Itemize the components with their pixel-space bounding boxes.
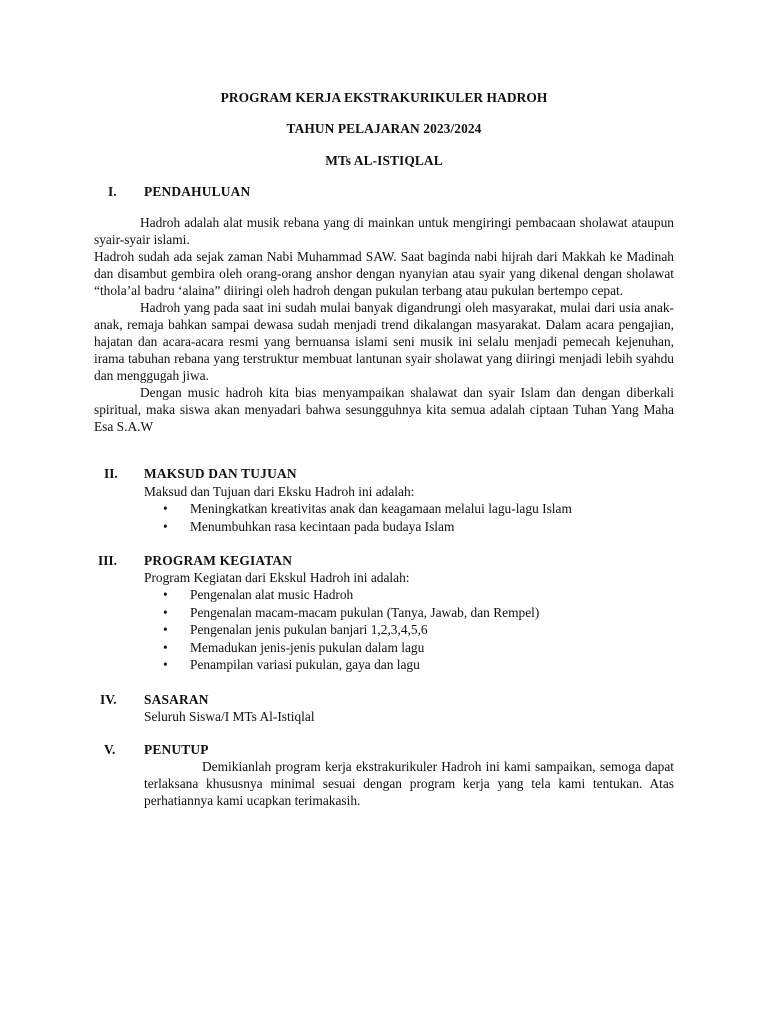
section-number: IV. bbox=[100, 692, 117, 707]
section-title-pendahuluan: PENDAHULUAN bbox=[144, 184, 251, 199]
section-number: III. bbox=[98, 553, 117, 568]
section-number: I. bbox=[108, 184, 117, 199]
section-sasaran-body: Seluruh Siswa/I MTs Al-Istiqlal bbox=[144, 709, 315, 724]
document-title: PROGRAM KERJA EKSTRAKURIKULER HADROH bbox=[220, 90, 548, 105]
list-item bbox=[144, 639, 674, 657]
section-pendahuluan-body bbox=[94, 214, 674, 435]
academic-year: TAHUN PELAJARAN 2023/2024 bbox=[286, 121, 482, 136]
list-item-text: Pengenalan jenis pukulan banjari 1,2,3,4,5,6 bbox=[190, 622, 428, 637]
list-item bbox=[144, 518, 674, 536]
list-item-text: Meningkatkan kreativitas anak dan keagamaan melalui lagu-lagu Islam bbox=[190, 501, 572, 516]
list-item-text: Pengenalan alat music Hadroh bbox=[190, 587, 354, 602]
paragraph: Hadroh sudah ada sejak zaman Nabi Muhammad SAW. Saat baginda nabi hijrah dari Makkah ke Madinah dan disambut gembira oleh orang-orang anshor dengan nyanyian atau syair yang dikenal dengan sholawat “thola’al badru ‘alaina” diiringi oleh hadroh dengan pukulan terbang atau pukulan bertempo cepat. bbox=[94, 249, 674, 298]
list-item bbox=[144, 604, 674, 622]
bullet-icon: • bbox=[163, 518, 168, 534]
bullet-icon: • bbox=[163, 604, 168, 620]
section-title-maksud-tujuan: MAKSUD DAN TUJUAN bbox=[144, 466, 297, 481]
bullet-icon: • bbox=[163, 587, 168, 602]
bullet-list-tujuan bbox=[144, 500, 674, 535]
bullet-icon: • bbox=[163, 501, 168, 516]
list-item-text: Pengenalan macam-macam pukulan (Tanya, Jawab, dan Rempel) bbox=[190, 604, 540, 620]
list-item-text: Memadukan jenis-jenis pukulan dalam lagu bbox=[190, 639, 425, 655]
bullet-icon: • bbox=[163, 622, 168, 637]
section-title-program-kegiatan: PROGRAM KEGIATAN bbox=[144, 553, 293, 568]
paragraph: Dengan music hadroh kita bias menyampaikan shalawat dan syair Islam dan dengan diberkali spiritual, maka siswa akan menyadari bahwa sesungguhnya kita semua adalah ciptaan Tuhan Yang Maha Esa S.A.W bbox=[94, 385, 674, 434]
list-item-text: Penampilan variasi pukulan, gaya dan lagu bbox=[190, 657, 420, 672]
school-name: MTs AL-ISTIQLAL bbox=[325, 153, 443, 168]
list-item bbox=[144, 586, 674, 604]
list-item bbox=[144, 621, 674, 639]
section-number: II. bbox=[104, 466, 118, 481]
bullet-list-kegiatan bbox=[144, 586, 674, 674]
section-number: V. bbox=[104, 742, 116, 757]
bullet-icon: • bbox=[163, 639, 168, 655]
section-intro: Maksud dan Tujuan dari Eksku Hadroh ini adalah: bbox=[144, 484, 415, 499]
section-title-penutup: PENUTUP bbox=[144, 742, 209, 757]
paragraph: Hadroh yang pada saat ini sudah mulai banyak digandrungi oleh masyarakat, mulai dari usia anak-anak, remaja bahkan sampai dewasa sudah menjadi trend dikalangan masyarakat. Dalam acara pengajian, hajatan dan acara-acara resmi yang bernuansa islami seni musik ini selalu menjadi pemecah kejenuhan, irama tabuhan rebana yang terstruktur membuat lantunan syair sholawat yang diiringi menjadi lebih syahdu dan menggugah jiwa. bbox=[94, 300, 674, 383]
section-intro: Program Kegiatan dari Ekskul Hadroh ini adalah: bbox=[144, 570, 410, 585]
list-item bbox=[144, 656, 674, 674]
section-penutup-body: Demikianlah program kerja ekstrakurikuler Hadroh ini kami sampaikan, semoga dapat terlaksana khususnya minimal sesuai dengan program kerja yang tela kami tentukan. Atas perhatiannya kami ucapkan terimakasih. bbox=[144, 759, 674, 808]
section-title-sasaran: SASARAN bbox=[144, 692, 209, 707]
paragraph: Hadroh adalah alat musik rebana yang di mainkan untuk mengiringi pembacaan sholawat ataupun syair-syair islami. bbox=[94, 215, 674, 247]
list-item-text: Menumbuhkan rasa kecintaan pada budaya Islam bbox=[190, 518, 455, 534]
list-item bbox=[144, 500, 674, 518]
bullet-icon: • bbox=[163, 657, 168, 672]
